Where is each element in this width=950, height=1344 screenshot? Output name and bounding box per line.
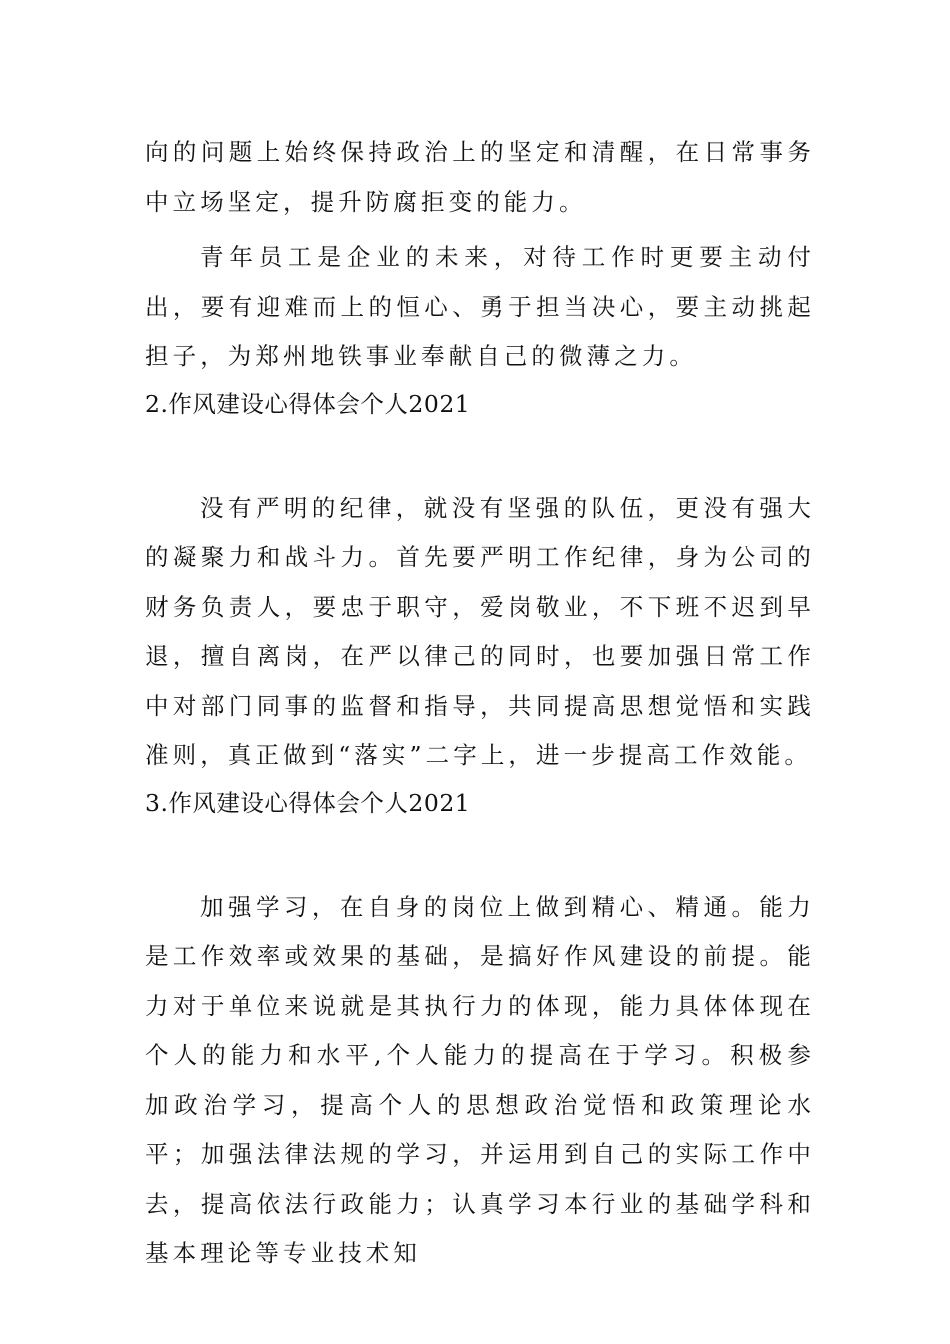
section-heading-3: 3.作风建设心得体会个人2021 — [145, 788, 471, 817]
section-heading-2: 2.作风建设心得体会个人2021 — [145, 389, 471, 418]
section-gap — [145, 422, 815, 484]
paragraph-learning: 加强学习，在自身的岗位上做到精心、精通。能力是工作效率或效果的基础，是搞好作风建设的前提。能力对于单位来说就是其执行力的体现，能力具体体现在个人的能力和水平,个人能力的提高在于学习。积极参加政治学习，提高个人的思想政治觉悟和政策理论水平；加强法律法规的学习，并运用到自己的实际工作中去，提高依法行政能力；认真学习本行业的基础学科和基本理论等专业技术知 — [145, 892, 815, 1267]
paragraph-youth-employees: 青年员工是企业的未来，对待工作时更要主动付出，要有迎难而上的恒心、勇于担当决心，要主动挑起担子，为郑州地铁事业奉献自己的微薄之力。 — [145, 243, 815, 370]
paragraph-continued: 向的问题上始终保持政治上的坚定和清醒，在日常事务中立场坚定，提升防腐拒变的能力。 — [145, 138, 815, 216]
section-gap — [145, 821, 815, 883]
document-page — [145, 128, 815, 1279]
paragraph-discipline: 没有严明的纪律，就没有坚强的队伍，更没有强大的凝聚力和战斗力。首先要严明工作纪律，身为公司的财务负责人，要忠于职守，爱岗敬业，不下班不迟到早退，擅自离岗，在严以律己的同时，也要加强日常工作中对部门同事的监督和指导，共同提高思想觉悟和实践准则，真正做到“落实”二字上，进一步提高工作效能。 — [145, 493, 815, 769]
